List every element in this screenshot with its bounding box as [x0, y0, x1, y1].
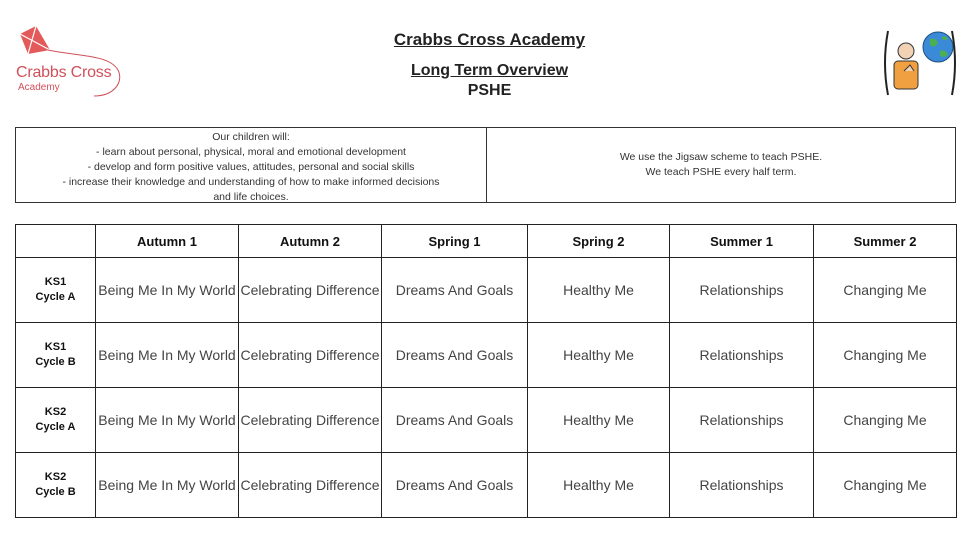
topic-cell: Changing Me	[814, 388, 957, 453]
topic-cell: Celebrating Difference	[239, 388, 382, 453]
aims-line: - develop and form positive values, attitudes, personal and social skills	[87, 161, 415, 173]
column-header: Spring 1	[382, 225, 528, 258]
topic-cell: Healthy Me	[528, 323, 670, 388]
column-header	[16, 225, 96, 258]
scheme-line: We use the Jigsaw scheme to teach PSHE.	[619, 151, 823, 163]
aims-text	[16, 128, 487, 202]
topic-cell: Being Me In My World	[96, 453, 239, 518]
topic-cell: Dreams And Goals	[382, 453, 528, 518]
scheme-line: We teach PSHE every half term.	[645, 166, 797, 178]
cycle-label: Cycle B	[35, 356, 76, 368]
key-stage-label: KS2	[44, 406, 67, 418]
aims-line: - learn about personal, physical, moral and emotional development	[96, 146, 406, 158]
row-header	[16, 453, 96, 518]
topic-cell: Relationships	[670, 453, 814, 518]
key-stage-label: KS1	[44, 341, 67, 353]
overview-table	[15, 224, 957, 518]
topic-cell: Relationships	[670, 388, 814, 453]
table-row	[16, 258, 957, 323]
topic-cell: Changing Me	[814, 258, 957, 323]
table-row	[16, 453, 957, 518]
row-header	[16, 258, 96, 323]
column-header: Autumn 2	[239, 225, 382, 258]
topic-cell: Healthy Me	[528, 453, 670, 518]
table-row	[16, 323, 957, 388]
subject-title: PSHE	[467, 82, 512, 99]
cycle-label: Cycle A	[35, 421, 76, 433]
page-title: Long Term Overview	[410, 62, 569, 79]
cycle-label: Cycle B	[35, 486, 76, 498]
key-stage-label: KS1	[44, 276, 67, 288]
topic-cell: Dreams And Goals	[382, 388, 528, 453]
topic-cell: Changing Me	[814, 453, 957, 518]
logo-name: Crabbs Cross	[16, 64, 112, 81]
topic-cell: Celebrating Difference	[239, 258, 382, 323]
topic-cell: Being Me In My World	[96, 323, 239, 388]
topic-cell: Dreams And Goals	[382, 323, 528, 388]
topic-cell: Being Me In My World	[96, 388, 239, 453]
topic-cell: Healthy Me	[528, 258, 670, 323]
topic-cell: Dreams And Goals	[382, 258, 528, 323]
intro-box	[15, 127, 956, 203]
aims-line: and life choices.	[213, 191, 289, 203]
table-row	[16, 388, 957, 453]
key-stage-label: KS2	[44, 471, 67, 483]
school-name: Crabbs Cross Academy	[393, 30, 586, 49]
scheme-text	[487, 128, 955, 202]
topic-cell: Relationships	[670, 258, 814, 323]
column-header: Spring 2	[528, 225, 670, 258]
column-header: Autumn 1	[96, 225, 239, 258]
topic-cell: Relationships	[670, 323, 814, 388]
topic-cell: Healthy Me	[528, 388, 670, 453]
aims-line: - increase their knowledge and understanding of how to make informed decisions	[62, 176, 440, 188]
person-globe-icon	[880, 27, 960, 99]
topic-cell: Being Me In My World	[96, 258, 239, 323]
column-header: Summer 2	[814, 225, 957, 258]
cycle-label: Cycle A	[35, 291, 76, 303]
table-header-row	[16, 225, 957, 258]
logo-sub: Academy	[18, 82, 60, 93]
topic-cell: Celebrating Difference	[239, 453, 382, 518]
aims-line: Our children will:	[212, 131, 290, 143]
page-header	[0, 30, 979, 100]
row-header	[16, 323, 96, 388]
column-header: Summer 1	[670, 225, 814, 258]
row-header	[16, 388, 96, 453]
topic-cell: Changing Me	[814, 323, 957, 388]
topic-cell: Celebrating Difference	[239, 323, 382, 388]
